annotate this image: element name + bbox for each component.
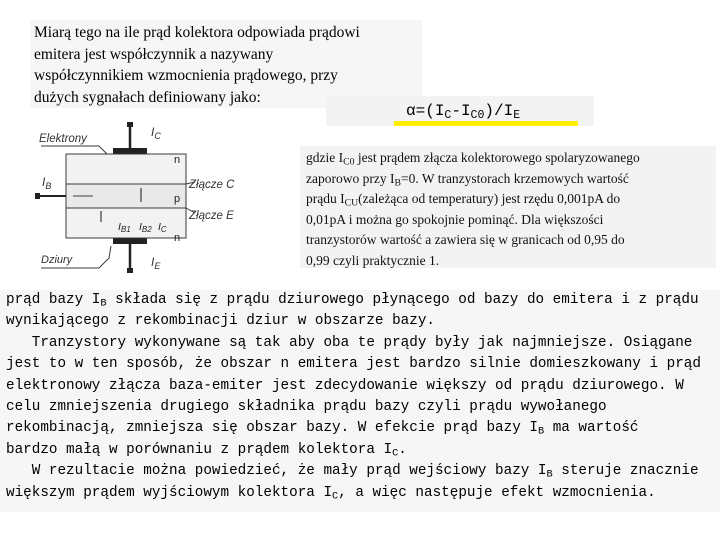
def-line-6: 0,99 czyli praktycznie 1. [306, 252, 440, 268]
body-line-4: jest to w ten sposób, że obszar n emitera jest bardzo silnie domieszkowany i prąd [6, 356, 701, 373]
body-line-6: celu zmniejszenia drugiego składnika prądu bazy czyli prądu wywołanego [6, 399, 607, 416]
body-line-5: elektronowy złącza baza-emiter jest zdecydowanie większy od prądu dziurowego. W [6, 377, 684, 394]
alpha-formula [326, 96, 594, 126]
intro-line-4: dużych sygnałach definiowany jako: [34, 88, 261, 106]
region-n-top: n [174, 154, 181, 166]
intro-line-2: emitera jest współczynnik a nazywany [34, 45, 274, 63]
body-line-10: większym prądem wyjściowym kolektora $I_C$, a więc następuje efekt wzmocnienia. [6, 484, 656, 503]
junction-c-label: Złącze C [189, 179, 235, 191]
region-p: p [174, 193, 181, 205]
ic-label: $I_C$ [151, 125, 161, 141]
def-line-1: gdzie $I_{C0}$ jest prądem złącza kolektorowego spolaryzowanego [306, 150, 640, 168]
def-line-4: 0,01pA i można go spokojnie pominąć. Dla większości [306, 211, 604, 227]
base-terminal [35, 193, 40, 199]
collector-contact [113, 148, 147, 154]
intro-line-3: współczynnikiem wzmocnienia prądowego, przy [34, 67, 338, 84]
def-line-2: zaporowo przy $I_B=0$. W tranzystorach krzemowych wartość [306, 170, 629, 188]
junction-e-label: Złącze E [189, 210, 234, 222]
body-line-8: bardzo małą w porównaniu z prądem kolektora $I_C$. [6, 441, 407, 460]
ic-inner-label: IC [158, 221, 167, 234]
body-line-9: W rezultacie można powiedzieć, że mały prąd wejściowy bazy $I_B$ steruje znacznie [6, 463, 699, 481]
electrons-label: Elektrony [39, 133, 87, 145]
def-line-3: prądu $I_{CU}(zależąca$ od temperatury) jest rzędu 0,001pA do [306, 191, 621, 209]
ib-label: $I_B$ [42, 175, 52, 191]
intro-paragraph [30, 20, 422, 108]
region-n-bottom: n [174, 232, 181, 244]
ie-label: $I_E$ [151, 255, 161, 271]
def-line-5: tranzystorów wartość a zawiera się w granicach od 0,95 do [306, 232, 625, 247]
body-line-7: rekombinacją, zmniejsza się obszar bazy. W efekcie prąd bazy $I_B$ ma wartość [6, 420, 639, 438]
body-paragraph [0, 290, 720, 512]
body-line-2: wynikającego z rekombinacji dziur w obszarze bazy. [6, 313, 435, 330]
emitter-contact [113, 238, 147, 244]
holes-label: Dziury [41, 254, 73, 266]
body-line-3: Tranzystory wykonywane są tak aby oba te prądy były jak najmniejsze. Osiągane [6, 334, 693, 351]
transistor-diagram [33, 118, 295, 276]
collector-terminal [127, 122, 133, 127]
emitter-terminal [127, 268, 133, 273]
ib1-label: IB1 [118, 221, 131, 234]
body-line-1: prąd bazy $I_B$ składa się z prądu dziurowego płynącego od bazy do emitera i z prądu [6, 292, 699, 310]
ib2-label: IB2 [139, 221, 152, 234]
intro-line-1: Miarą tego na ile prąd kolektora odpowiada prądowi [34, 24, 360, 41]
formula-text: $\alpha=(I_C-I_{C0})/I_E$ [406, 102, 521, 122]
definition-paragraph [300, 146, 716, 268]
collector-region [66, 154, 186, 184]
